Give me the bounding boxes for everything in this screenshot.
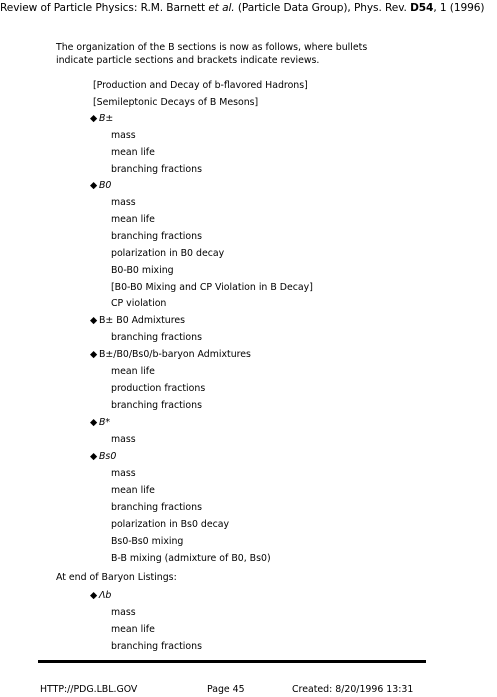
bullet-icon: ◆ [90,315,98,326]
footer-rule [38,660,426,663]
section-lambda-b [90,590,111,602]
review-production: [Production and Decay of b-flavored Hadrons] [93,80,308,91]
bstar-mass: mass [111,434,136,445]
b0-bf: branching fractions [111,231,202,242]
b0-cp-review: [B0-B0 Mixing and CP Violation in B Decay] [111,282,313,293]
bullet-icon: ◆ [90,417,98,428]
lambda-b-life: mean life [111,624,155,635]
b0-cp-violation: CP violation [111,298,167,309]
bstar-name: B* [99,417,111,428]
baryon-heading: At end of Baryon Listings: [56,572,177,583]
admix2-bf: branching fractions [111,400,202,411]
section-admix2 [90,349,251,361]
section-bpm [90,113,113,125]
bs-polarization: polarization in Bs0 decay [111,519,230,530]
header-middle: (Particle Data Group), Phys. Rev. [234,2,411,14]
section-bs [90,451,116,463]
footer-page: Page 45 [207,684,245,695]
b0-mixing: B0-B0 mixing [111,265,174,276]
bs-mass: mass [111,468,136,479]
running-header [0,2,497,14]
header-volume: D54 [410,2,434,14]
bullet-icon: ◆ [90,180,98,191]
admix2-production: production fractions [111,383,206,394]
admix2-name: B±/B0/Bs0/b-baryon Admixtures [99,349,251,360]
header-suffix: , 1 (1996) [433,2,485,14]
bullet-icon: ◆ [90,113,98,124]
bs-name: Bs0 [99,451,117,462]
bpm-name: B± [99,113,114,124]
b0-mass: mass [111,197,136,208]
section-bstar [90,417,110,429]
bpm-mass: mass [111,130,136,141]
header-prefix: Review of Particle Physics: R.M. Barnett [0,2,209,14]
bullet-icon: ◆ [90,590,98,601]
bpm-life: mean life [111,147,155,158]
bpm-bf: branching fractions [111,164,202,175]
bs-mixing: Bs0-Bs0 mixing [111,536,184,547]
intro-line-1: The organization of the B sections is now as follows, where bullets [56,42,368,53]
b0-name: B0 [99,180,112,191]
lambda-b-name: Λb [99,590,112,601]
bs-bf: branching fractions [111,502,202,513]
b0-life: mean life [111,214,155,225]
intro-line-2: indicate particle sections and brackets indicate reviews. [56,55,320,66]
bullet-icon: ◆ [90,349,98,360]
admix1-name: B± B0 Admixtures [99,315,186,326]
bb-mixing: B-B mixing (admixture of B0, Bs0) [111,553,271,564]
section-admix1 [90,315,185,327]
b0-polarization: polarization in B0 decay [111,248,225,259]
header-etal: et al. [208,2,235,14]
lambda-b-mass: mass [111,607,136,618]
footer-url[interactable]: HTTP://PDG.LBL.GOV [40,684,138,695]
review-semileptonic: [Semileptonic Decays of B Mesons] [93,97,259,108]
admix1-bf: branching fractions [111,332,202,343]
section-b0 [90,180,111,192]
lambda-b-bf: branching fractions [111,641,202,652]
bullet-icon: ◆ [90,451,98,462]
admix2-life: mean life [111,366,155,377]
bs-life: mean life [111,485,155,496]
footer-created: Created: 8/20/1996 13:31 [292,684,414,695]
